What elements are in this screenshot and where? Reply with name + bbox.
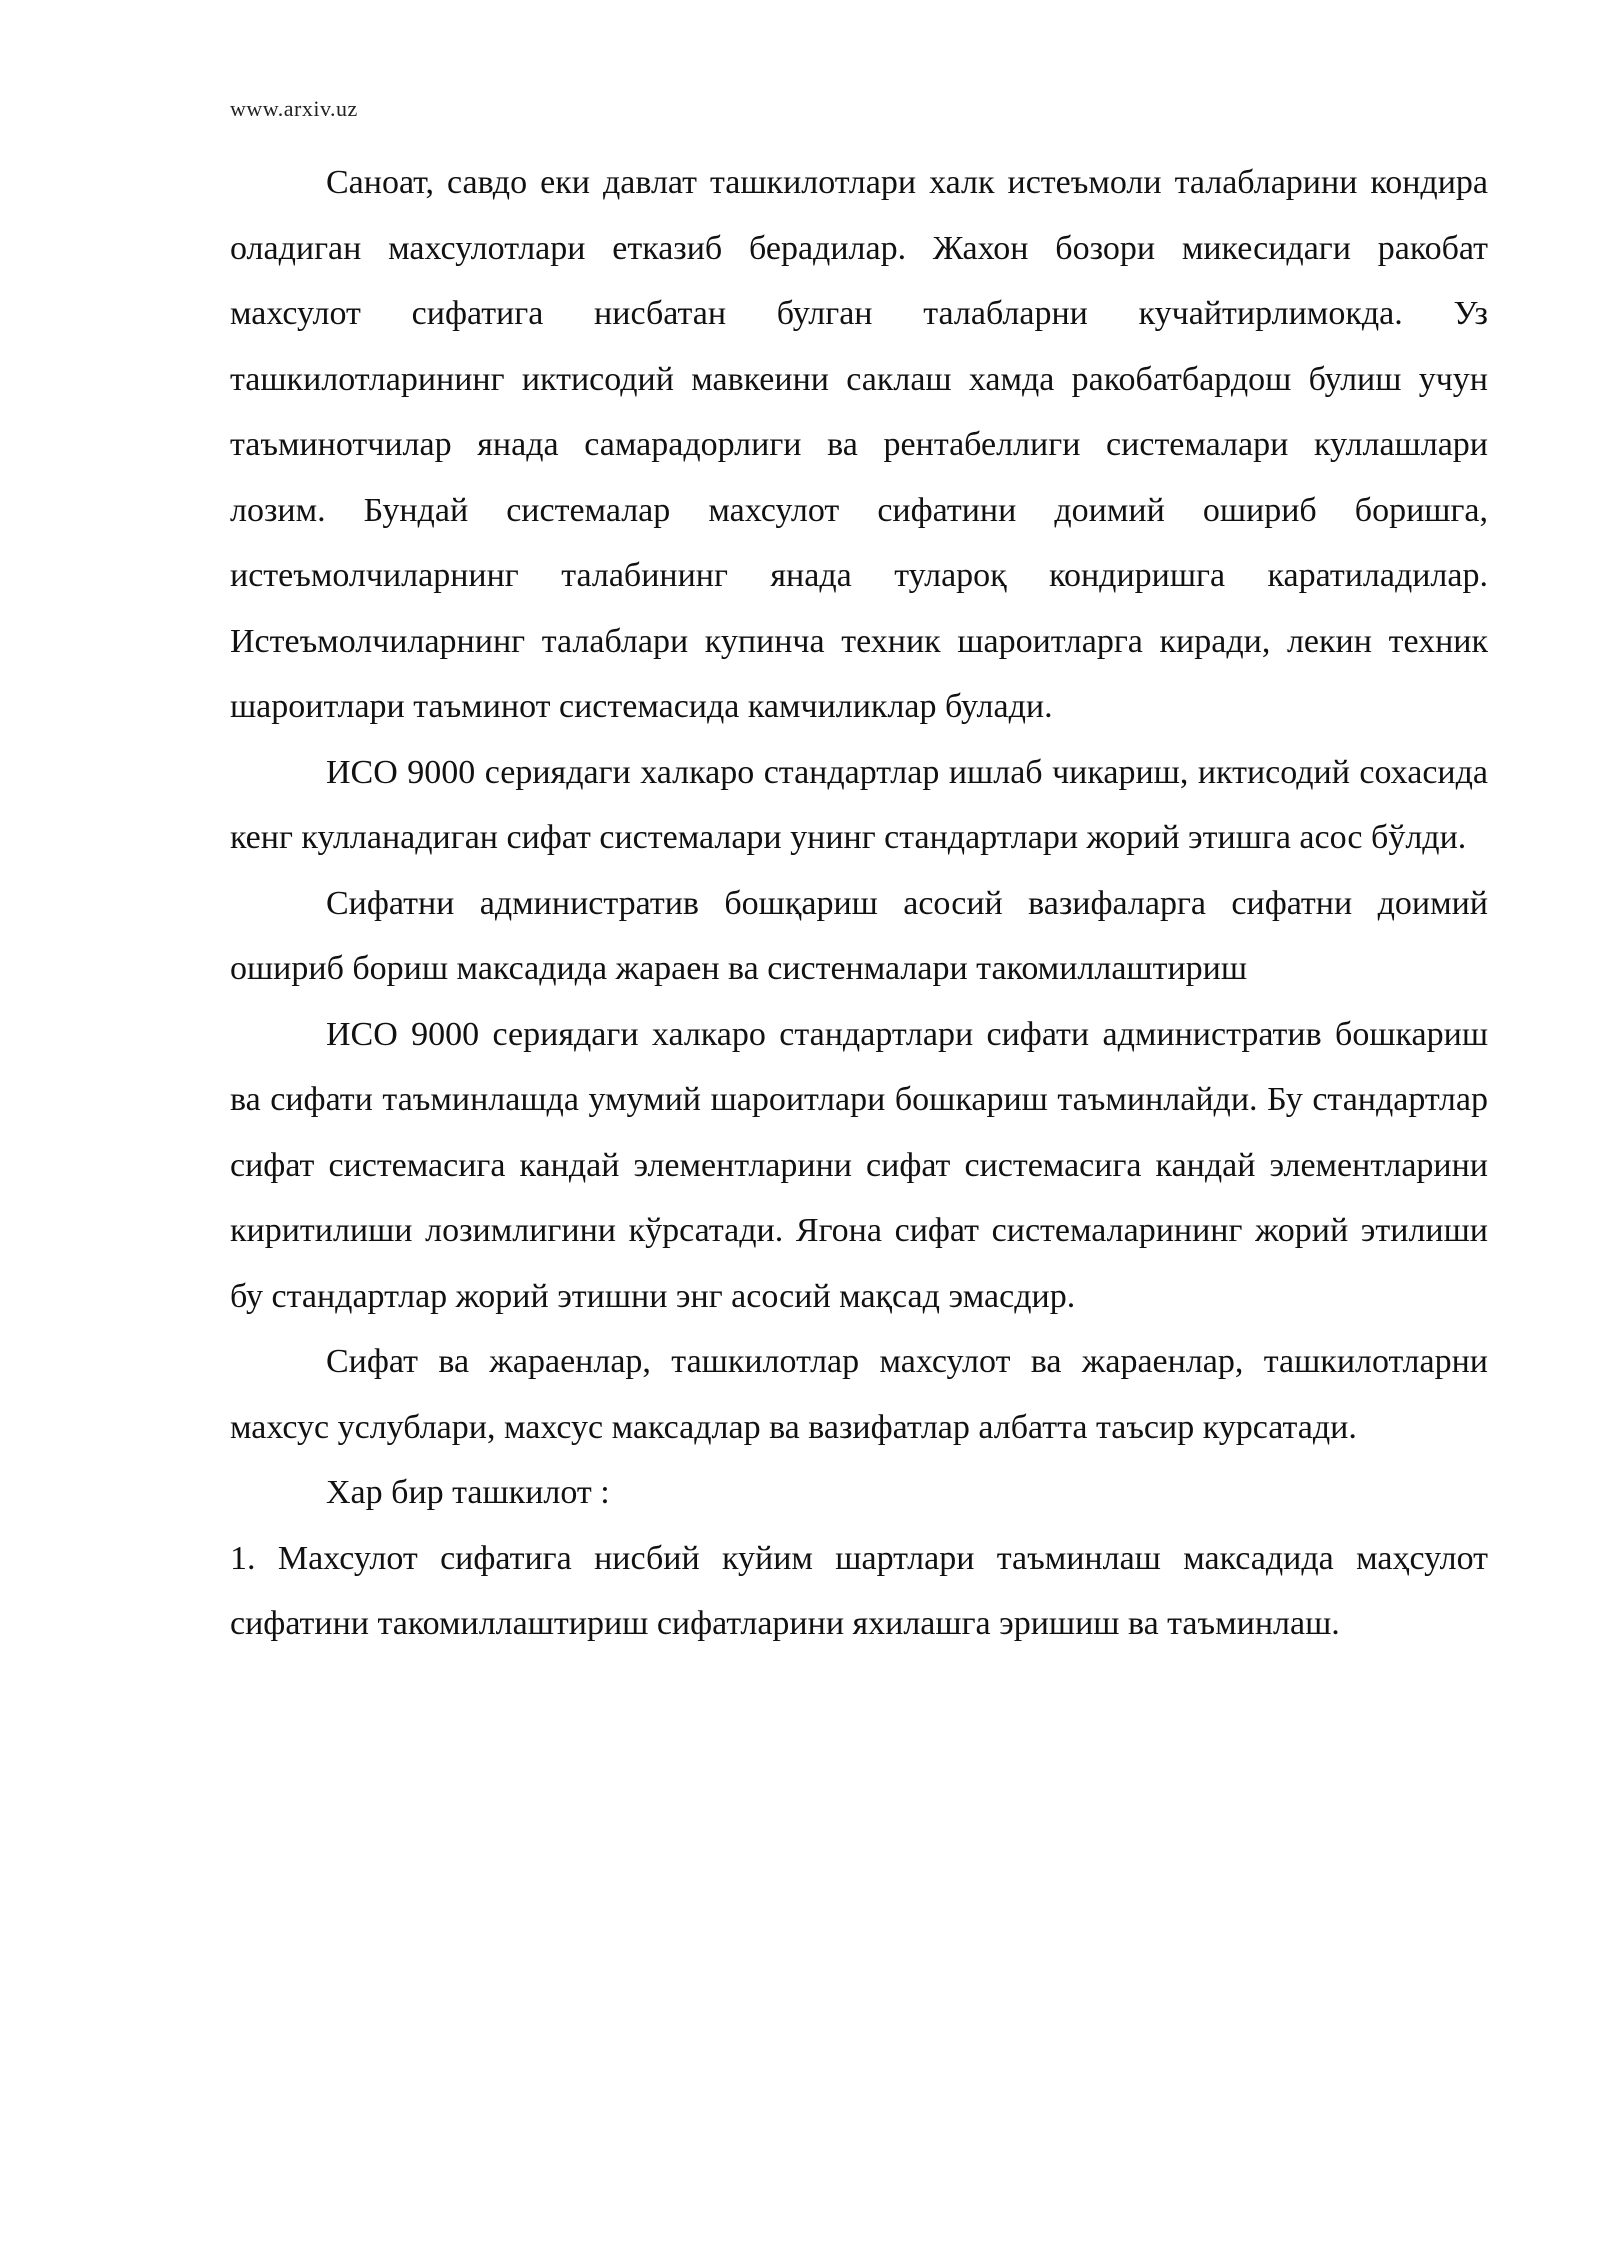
paragraph-6: Хар бир ташкилот : (326, 1474, 610, 1511)
document-body (230, 150, 1488, 1657)
paragraph-5: Сифат ва жараенлар, ташкилотлар махсулот ва жараенлар, ташкилотларни махсус услублари, махсус максадлар ва вазифатлар албатта таъсир курсатади. (230, 1343, 1488, 1446)
paragraph-2: ИСО 9000 сериядаги халкаро стандартлар ишлаб чикариш, иктисодий сохасида кенг кулланадиган сифат системалари унинг стандартлари жорий этишга асос бўлди. (230, 753, 1488, 856)
paragraph-1: Саноат, савдо еки давлат ташкилотлари халк истеъмоли талабларини кондира оладиган махсулотлари етказиб берадилар. Жахон бозори микесидаги ракобат махсулот сифатига нисбатан булган талабларни кучайтирлимокда. Уз ташкилотларининг иктисодий мавкеини саклаш хамда ракобатбардош булиш учун таъминотчилар янада самарадорлиги ва рентабеллиги системалари куллашлари лозим. Бундай системалар махсулот сифатини доимий ошириб боришга, истеъмолчиларнинг талабининг янада тулароқ кондиришга каратиладилар. Истеъмолчиларнинг талаблари купинча техник шароитларга киради, лекин техник шароитлари таъминот системасида камчиликлар булади. (230, 164, 1488, 725)
paragraph-4: ИСО 9000 сериядаги халкаро стандартлари сифати административ бошкариш ва сифати таъминлашда умумий шароитлари бошкариш таъминлайди. Бу стандартлар сифат системасига кандай элементларини сифат системасига кандай элементларини киритилиши лозимлигини кўрсатади. Ягона сифат системаларининг жорий этилиши бу стандартлар жорий этишни энг асосий мақсад эмасдир. (230, 1015, 1488, 1315)
numbered-item-1: 1. Махсулот сифатига нисбий куйим шартлари таъминлаш максадида маҳсулот сифатини такомиллаштириш сифатларини яхилашга эришиш ва таъминлаш. (230, 1539, 1488, 1642)
paragraph-3: Сифатни административ бошқариш асосий вазифаларга сифатни доимий ошириб бориш максадида жараен ва систенмалари такомиллаштириш (230, 884, 1488, 987)
header-url: www.arxiv.uz (230, 96, 358, 121)
